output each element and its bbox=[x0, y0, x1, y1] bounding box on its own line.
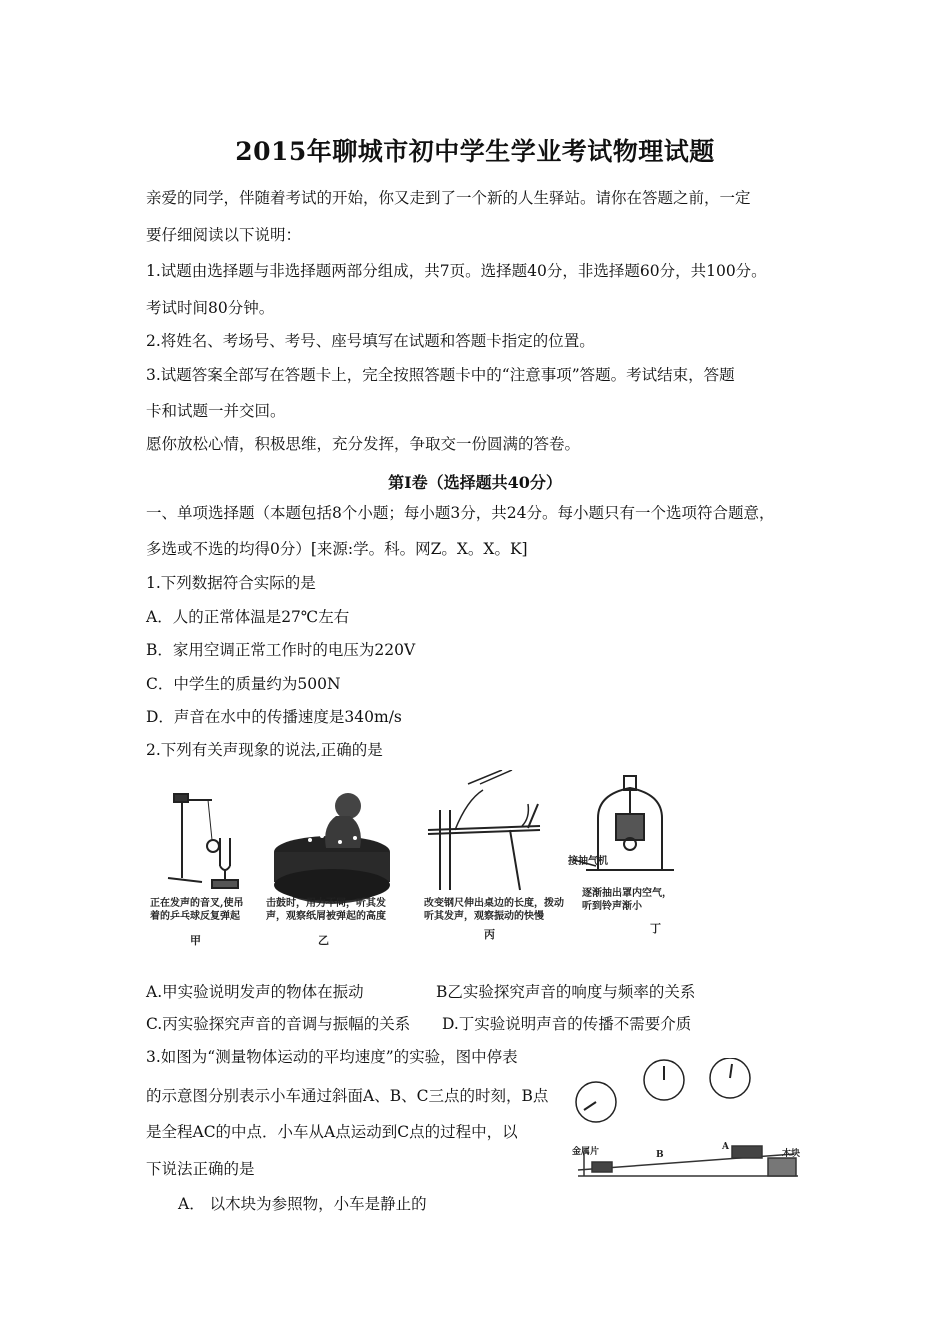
instruction-3b: 卡和试题一并交回。 bbox=[146, 402, 286, 420]
q1-option-c: C．中学生的质量约为500N bbox=[146, 675, 341, 693]
instruction-3a: 3.试题答案全部写在答题卡上，完全按照答题卡中的“注意事项”答题。考试结束，答题 bbox=[146, 366, 735, 384]
q1-option-d: D．声音在水中的传播速度是340m/s bbox=[146, 708, 402, 726]
q3-stem-1: 3.如图为“测量物体运动的平均速度”的实验，图中停表 bbox=[146, 1048, 518, 1066]
good-wish: 愿你放松心情，积极思维，充分发挥，争取交一份圆满的答卷。 bbox=[146, 435, 581, 453]
section-title: 第Ⅰ卷（选择题共40分） bbox=[388, 473, 562, 492]
point-b-label: B bbox=[656, 1150, 664, 1160]
q1-stem: 1.下列数据符合实际的是 bbox=[146, 574, 316, 592]
intro-line-2: 要仔细阅读以下说明： bbox=[146, 226, 302, 244]
q3-stem-3: 是全程AC的中点．小车从A点运动到C点的过程中，以 bbox=[146, 1123, 518, 1141]
q2-option-a: A.甲实验说明发声的物体在振动 bbox=[146, 983, 364, 1001]
instruction-2: 2.将姓名、考场号、考号、座号填写在试题和答题卡指定的位置。 bbox=[146, 332, 595, 350]
tuning-fork-apparatus bbox=[168, 794, 238, 888]
part1-instructions-1: 一、单项选择题（本题包括8个小题；每小题3分，共24分。每小题只有一个选项符合题意， bbox=[146, 504, 775, 522]
part1-instructions-2: 多选或不选的均得0分）[来源:学。科。网Z。X。X。K] bbox=[146, 540, 528, 558]
bing-caption-2: 听其发声，观察振动的快慢 bbox=[424, 911, 544, 922]
jia-label: 甲 bbox=[190, 934, 201, 947]
yi-caption-2: 声，观察纸屑被弹起的高度 bbox=[266, 911, 386, 922]
stopwatch-a bbox=[710, 1058, 750, 1098]
q3-stem-2: 的示意图分别表示小车通过斜面A、B、C三点的时刻，B点 bbox=[146, 1087, 549, 1105]
ding-label: 丁 bbox=[650, 922, 661, 935]
yi-label: 乙 bbox=[318, 934, 329, 947]
instruction-1a: 1.试题由选择题与非选择题两部分组成，共7页。选择题40分，非选择题60分，共100分。 bbox=[146, 262, 767, 280]
ding-caption-1: 逐渐抽出罩内空气， bbox=[582, 888, 672, 899]
jia-caption-2: 着的乒乓球反复弹起 bbox=[150, 911, 240, 922]
wood-block-label: 木块 bbox=[782, 1149, 801, 1159]
drum-apparatus bbox=[274, 793, 390, 904]
q2-option-b: B乙实验探究声音的响度与频率的关系 bbox=[436, 983, 696, 1001]
jia-caption-1: 正在发声的音叉,使吊 bbox=[150, 898, 244, 909]
yi-caption-1: 击鼓时，用力不同，听其发 bbox=[266, 898, 386, 909]
point-a-label: A bbox=[722, 1142, 729, 1152]
q3-option-a: A． 以木块为参照物，小车是静止的 bbox=[178, 1195, 427, 1213]
q2-option-c: C.丙实验探究声音的音调与振幅的关系 bbox=[146, 1015, 411, 1033]
incline bbox=[578, 1146, 801, 1176]
ding-caption-2: 听到铃声渐小 bbox=[582, 901, 642, 912]
q2-figure bbox=[150, 770, 710, 960]
q1-option-b: B．家用空调正常工作时的电压为220V bbox=[146, 641, 416, 659]
stopwatch-b bbox=[644, 1060, 684, 1100]
instruction-1b: 考试时间80分钟。 bbox=[146, 299, 275, 317]
ruler-apparatus bbox=[428, 770, 540, 890]
metal-plate-label: 金属片 bbox=[572, 1147, 600, 1157]
q1-option-a: A．人的正常体温是27℃左右 bbox=[146, 608, 350, 626]
q2-stem: 2.下列有关声现象的说法,正确的是 bbox=[146, 741, 383, 759]
q2-figure-drawing bbox=[150, 770, 710, 960]
bing-label: 丙 bbox=[484, 928, 495, 941]
q3-stem-4: 下说法正确的是 bbox=[146, 1160, 255, 1178]
bing-caption-1: 改变钢尺伸出桌边的长度，拨动 bbox=[424, 898, 564, 909]
q2-option-d: D.丁实验说明声音的传播不需要介质 bbox=[442, 1015, 692, 1033]
ding-pump-label: 接抽气机 bbox=[568, 856, 608, 867]
q3-figure-drawing bbox=[572, 1058, 810, 1190]
q3-figure bbox=[572, 1058, 810, 1190]
intro-line-1: 亲爱的同学，伴随着考试的开始，你又走到了一个新的人生驿站。请你在答题之前，一定 bbox=[146, 189, 751, 207]
page-title: 2015年聊城市初中学生学业考试物理试题 bbox=[235, 137, 715, 166]
stopwatch-c bbox=[576, 1082, 616, 1122]
